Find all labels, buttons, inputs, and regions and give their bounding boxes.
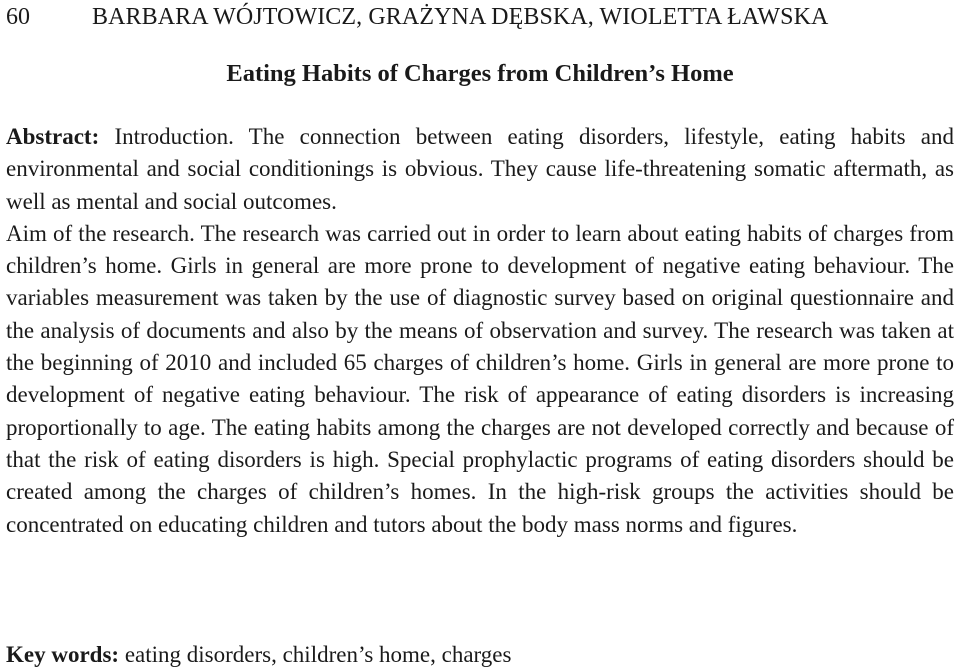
keywords-label: Key words: [6,642,120,667]
author-running-head: BARBARA WÓJTOWICZ, GRAŻYNA DĘBSKA, WIOLETTA ŁAWSKA [92,4,829,30]
introduction-text: Introduction. The connection between eating disorders, lifestyle, eating habits and environmental and social conditionings is obvious. They cause life-threatening somatic aftermath, as well as mental and social outcomes. [6,124,954,214]
running-header [6,2,956,32]
keywords-text: eating disorders, children’s home, charges [119,642,512,667]
abstract-label: Abstract: [6,124,100,149]
abstract-introduction [6,121,954,218]
page-number: 60 [6,4,30,30]
abstract [6,121,954,541]
abstract-aim: Aim of the research. The research was carried out in order to learn about eating habits of charges from children’s home. Girls in general are more prone to development of negative eating behaviour. The variables measurement was taken by the use of diagnostic survey based on original questionnaire and the analysis of documents and also by the means of observation and survey. The research was taken at the beginning of 2010 and included 65 charges of children’s home. Girls in general are more prone to development of negative eating behaviour. The risk of appearance of eating disorders is increasing proportionally to age. The eating habits among the charges are not developed correctly and because of that the risk of eating disorders is high. Special prophylactic programs of eating disorders should be created among the charges of children’s homes. In the high-risk groups the activities should be concentrated on educating children and tutors about the body mass norms and figures. [6,220,954,537]
keywords [6,640,954,670]
article-title: Eating Habits of Charges from Children’s Home [226,60,734,87]
